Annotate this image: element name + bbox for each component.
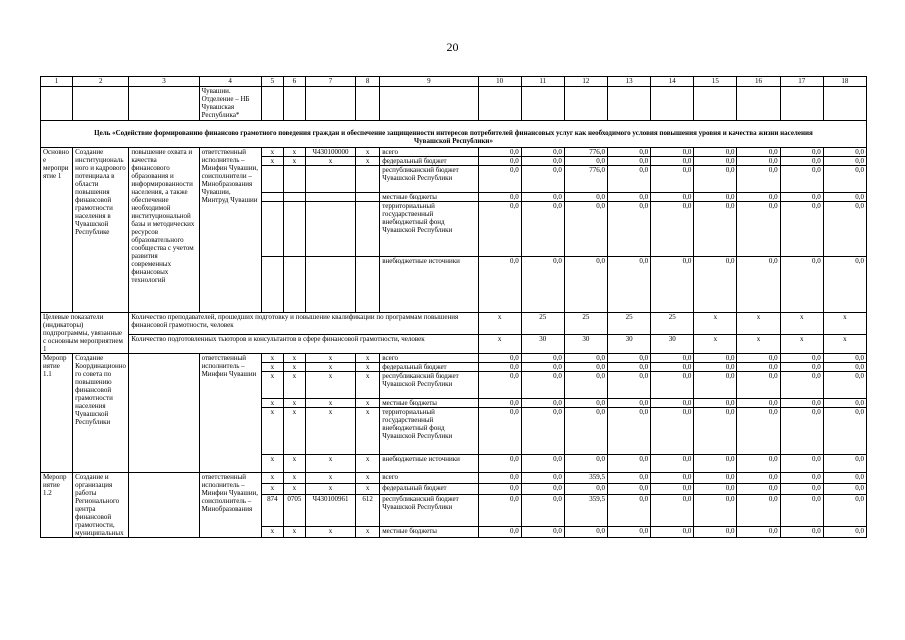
value-cell: 0,0 xyxy=(521,257,564,313)
code-cell: х xyxy=(261,408,283,455)
value-cell: 0,0 xyxy=(651,494,694,527)
code-cell: х xyxy=(283,408,305,455)
value-cell: 0,0 xyxy=(823,202,866,257)
value-cell: 0,0 xyxy=(823,257,866,313)
value-cell: 0,0 xyxy=(780,455,823,473)
code-cell: х xyxy=(356,363,380,372)
value-cell: 0,0 xyxy=(521,363,564,372)
measure-number: Мероприятие 1.1 xyxy=(41,354,73,473)
value-cell: 0,0 xyxy=(823,473,866,484)
funding-source: федеральный бюджет xyxy=(380,157,478,166)
value-cell: 0,0 xyxy=(564,408,607,455)
code-cell: х xyxy=(356,483,380,494)
target-indicator-row xyxy=(41,335,867,354)
value-cell: 0,0 xyxy=(564,354,607,363)
value-cell: 0,0 xyxy=(694,455,737,473)
value-cell: 0,0 xyxy=(521,483,564,494)
value-cell: 0,0 xyxy=(694,473,737,484)
value-cell: 0,0 xyxy=(608,527,651,538)
value-cell: 0,0 xyxy=(651,473,694,484)
indicator-value: 25 xyxy=(564,313,607,335)
code-cell: 612 xyxy=(356,494,380,527)
funding-row xyxy=(41,354,867,363)
code-cell: х xyxy=(283,399,305,408)
code-cell: х xyxy=(356,399,380,408)
value-cell: 0,0 xyxy=(823,494,866,527)
value-cell: 0,0 xyxy=(651,166,694,193)
code-cell xyxy=(356,202,380,257)
value-cell: 0,0 xyxy=(737,455,780,473)
value-cell: 0,0 xyxy=(737,148,780,157)
table-body xyxy=(41,77,867,538)
indicator-value: х xyxy=(823,335,866,354)
code-cell: х xyxy=(283,455,305,473)
value-cell: 0,0 xyxy=(694,527,737,538)
value-cell: 0,0 xyxy=(780,166,823,193)
code-cell: х xyxy=(356,527,380,538)
code-cell xyxy=(283,193,305,202)
measure-title: Создание Координационного совета по повышению финансовой грамотности населения Чувашской Республики xyxy=(73,354,129,473)
funding-row xyxy=(41,148,867,157)
code-cell: х xyxy=(356,157,380,166)
value-cell: 0,0 xyxy=(694,257,737,313)
value-cell: 0,0 xyxy=(737,257,780,313)
value-cell: 0,0 xyxy=(780,202,823,257)
value-cell: 0,0 xyxy=(478,202,521,257)
indicator-value: 30 xyxy=(564,335,607,354)
funding-source: федеральный бюджет xyxy=(380,483,478,494)
value-cell: 359,5 xyxy=(564,494,607,527)
value-cell: 0,0 xyxy=(780,473,823,484)
column-header: 8 xyxy=(356,77,380,87)
value-cell: 0,0 xyxy=(694,148,737,157)
indicator-value: х xyxy=(694,313,737,335)
funding-source: республиканский бюджет Чувашской Республики xyxy=(380,166,478,193)
value-cell: 0,0 xyxy=(564,527,607,538)
code-cell xyxy=(283,257,305,313)
value-cell: 0,0 xyxy=(823,455,866,473)
value-cell: 0,0 xyxy=(737,166,780,193)
value-cell: 0,0 xyxy=(521,527,564,538)
value-cell: 0,0 xyxy=(823,408,866,455)
value-cell: 0,0 xyxy=(564,483,607,494)
value-cell: 0,0 xyxy=(478,193,521,202)
column-header: 14 xyxy=(651,77,694,87)
carry-over-row xyxy=(41,87,867,121)
code-cell xyxy=(261,193,283,202)
funding-source: всего xyxy=(380,473,478,484)
value-cell: 0,0 xyxy=(608,193,651,202)
value-cell: 0,0 xyxy=(780,372,823,399)
code-cell xyxy=(305,193,355,202)
value-cell: 0,0 xyxy=(478,473,521,484)
column-header: 6 xyxy=(283,77,305,87)
value-cell: 0,0 xyxy=(521,455,564,473)
code-cell: х xyxy=(261,157,283,166)
value-cell: 0,0 xyxy=(608,148,651,157)
indicator-value: х xyxy=(478,313,521,335)
value-cell: 0,0 xyxy=(564,455,607,473)
value-cell: 0,0 xyxy=(608,483,651,494)
indicator-text: Количество подготовленных тьюторов и консультантов в сфере финансовой грамотности, человек xyxy=(129,335,478,354)
funding-row xyxy=(41,473,867,484)
page-number: 20 xyxy=(446,40,459,54)
value-cell: 0,0 xyxy=(737,408,780,455)
program-table xyxy=(40,76,867,538)
value-cell: 0,0 xyxy=(780,527,823,538)
value-cell: 0,0 xyxy=(478,399,521,408)
value-cell: 0,0 xyxy=(478,455,521,473)
column-header: 17 xyxy=(780,77,823,87)
value-cell: 0,0 xyxy=(694,408,737,455)
goal-text: Цель «Содействие формированию финансово грамотного поведения граждан и обеспечение защищенности интересов потребителей финансовых услуг как необходимого условия повышения уровня и качества жизни населения Чувашской Республики» xyxy=(41,121,867,148)
value-cell: 0,0 xyxy=(694,157,737,166)
code-cell: х xyxy=(261,473,283,484)
code-cell xyxy=(356,193,380,202)
funding-source: местные бюджеты xyxy=(380,399,478,408)
value-cell: 0,0 xyxy=(608,157,651,166)
funding-source: местные бюджеты xyxy=(380,193,478,202)
measure-result: повышение охвата и качества финансового образования и информированности населения, а также обеспечение необходимой институциональной базы и методических ресурсов образовательного сообщества с учетом развития современных финансовых технологий xyxy=(129,148,199,313)
value-cell: 0,0 xyxy=(651,157,694,166)
value-cell: 0,0 xyxy=(521,202,564,257)
column-header: 15 xyxy=(694,77,737,87)
code-cell: х xyxy=(305,372,355,399)
value-cell: 0,0 xyxy=(737,157,780,166)
value-cell: 0,0 xyxy=(780,148,823,157)
value-cell: 0,0 xyxy=(608,455,651,473)
value-cell: 0,0 xyxy=(780,354,823,363)
value-cell: 359,5 xyxy=(564,473,607,484)
code-cell: х xyxy=(305,408,355,455)
value-cell: 776,0 xyxy=(564,148,607,157)
value-cell: 0,0 xyxy=(651,148,694,157)
value-cell: 0,0 xyxy=(608,202,651,257)
code-cell: 0705 xyxy=(283,494,305,527)
value-cell: 0,0 xyxy=(478,148,521,157)
value-cell: 0,0 xyxy=(651,202,694,257)
value-cell: 0,0 xyxy=(608,372,651,399)
code-cell: х xyxy=(283,157,305,166)
code-cell: х xyxy=(305,157,355,166)
value-cell: 0,0 xyxy=(608,494,651,527)
code-cell: х xyxy=(305,473,355,484)
value-cell: 0,0 xyxy=(651,193,694,202)
value-cell: 0,0 xyxy=(780,157,823,166)
value-cell: 0,0 xyxy=(780,399,823,408)
code-cell: х xyxy=(283,473,305,484)
code-cell: х xyxy=(283,483,305,494)
funding-source: внебюджетные источники xyxy=(380,455,478,473)
code-cell: х xyxy=(283,363,305,372)
column-number-row xyxy=(41,77,867,87)
code-cell: х xyxy=(305,483,355,494)
value-cell: 0,0 xyxy=(651,363,694,372)
code-cell: х xyxy=(261,363,283,372)
code-cell: х xyxy=(261,372,283,399)
value-cell: 0,0 xyxy=(521,193,564,202)
value-cell: 0,0 xyxy=(521,494,564,527)
value-cell: 0,0 xyxy=(478,363,521,372)
value-cell: 0,0 xyxy=(478,483,521,494)
target-indicator-row xyxy=(41,313,867,335)
code-cell xyxy=(356,257,380,313)
indicator-value: х xyxy=(694,335,737,354)
funding-source: территориальный государственный внебюджетный фонд Чувашской Республики xyxy=(380,202,478,257)
value-cell: 0,0 xyxy=(737,399,780,408)
value-cell: 0,0 xyxy=(694,166,737,193)
code-cell xyxy=(305,166,355,193)
code-cell: х xyxy=(305,399,355,408)
value-cell: 0,0 xyxy=(651,483,694,494)
value-cell: 0,0 xyxy=(521,148,564,157)
code-cell: х xyxy=(261,148,283,157)
value-cell: 0,0 xyxy=(521,372,564,399)
indicator-value: 30 xyxy=(521,335,564,354)
value-cell: 0,0 xyxy=(780,494,823,527)
value-cell: 0,0 xyxy=(780,193,823,202)
value-cell: 0,0 xyxy=(823,372,866,399)
indicator-value: х xyxy=(737,335,780,354)
value-cell: 0,0 xyxy=(737,202,780,257)
value-cell: 0,0 xyxy=(564,257,607,313)
code-cell xyxy=(261,257,283,313)
column-header: 13 xyxy=(608,77,651,87)
value-cell: 0,0 xyxy=(737,354,780,363)
value-cell: 0,0 xyxy=(737,473,780,484)
value-cell: 0,0 xyxy=(521,399,564,408)
code-cell: х xyxy=(261,455,283,473)
value-cell: 0,0 xyxy=(823,166,866,193)
code-cell xyxy=(283,202,305,257)
value-cell: 0,0 xyxy=(823,363,866,372)
value-cell: 0,0 xyxy=(478,166,521,193)
column-header: 10 xyxy=(478,77,521,87)
indicator-value: х xyxy=(478,335,521,354)
funding-source: всего xyxy=(380,148,478,157)
value-cell: 0,0 xyxy=(521,408,564,455)
code-cell xyxy=(261,202,283,257)
column-header: 7 xyxy=(305,77,355,87)
column-header: 18 xyxy=(823,77,866,87)
measure-executor: ответственный исполнитель – Минфин Чувашии, соисполнитель – Минобразования xyxy=(199,473,261,538)
column-header: 4 xyxy=(199,77,261,87)
value-cell: 0,0 xyxy=(651,399,694,408)
measure-number: Основное мероприятие 1 xyxy=(41,148,73,313)
value-cell: 0,0 xyxy=(694,494,737,527)
value-cell: 0,0 xyxy=(694,202,737,257)
column-header: 11 xyxy=(521,77,564,87)
column-header: 5 xyxy=(261,77,283,87)
value-cell: 0,0 xyxy=(478,354,521,363)
code-cell: х xyxy=(283,372,305,399)
value-cell: 0,0 xyxy=(737,193,780,202)
value-cell: 0,0 xyxy=(823,527,866,538)
code-cell: х xyxy=(356,148,380,157)
code-cell: х xyxy=(356,473,380,484)
value-cell: 0,0 xyxy=(694,193,737,202)
indicator-value: х xyxy=(780,335,823,354)
code-cell xyxy=(283,166,305,193)
value-cell: 0,0 xyxy=(737,494,780,527)
funding-source: федеральный бюджет xyxy=(380,363,478,372)
value-cell: 0,0 xyxy=(780,363,823,372)
column-header: 12 xyxy=(564,77,607,87)
value-cell: 0,0 xyxy=(694,354,737,363)
code-cell: х xyxy=(305,527,355,538)
code-cell xyxy=(305,257,355,313)
carry-over-executor: Чувашии. Отделение – НБ Чувашская Республика* xyxy=(199,87,261,121)
value-cell: 776,0 xyxy=(564,166,607,193)
measure-title: Создание институционального и кадрового потенциала в области повышения финансовой грамотности населения в Чувашской Республике xyxy=(73,148,129,313)
code-cell: х xyxy=(283,527,305,538)
indicator-value: х xyxy=(737,313,780,335)
value-cell: 0,0 xyxy=(478,372,521,399)
funding-source: всего xyxy=(380,354,478,363)
code-cell: х xyxy=(261,399,283,408)
value-cell: 0,0 xyxy=(823,354,866,363)
value-cell: 0,0 xyxy=(521,473,564,484)
value-cell: 0,0 xyxy=(478,527,521,538)
value-cell: 0,0 xyxy=(608,399,651,408)
code-cell: х xyxy=(356,455,380,473)
code-cell: х xyxy=(261,483,283,494)
value-cell: 0,0 xyxy=(564,202,607,257)
value-cell: 0,0 xyxy=(521,166,564,193)
column-header: 2 xyxy=(73,77,129,87)
funding-source: республиканский бюджет Чувашской Республики xyxy=(380,494,478,527)
measure-result xyxy=(129,354,199,473)
indicator-value: 25 xyxy=(608,313,651,335)
value-cell: 0,0 xyxy=(651,257,694,313)
measure-number: Мероприятие 1.2 xyxy=(41,473,73,538)
value-cell: 0,0 xyxy=(651,354,694,363)
indicator-value: х xyxy=(823,313,866,335)
value-cell: 0,0 xyxy=(608,354,651,363)
indicator-value: 30 xyxy=(608,335,651,354)
measure-executor: ответственный исполнитель – Минфин Чувашии, соисполнители – Минобразования Чувашии, Минтруд Чувашии xyxy=(199,148,261,313)
value-cell: 0,0 xyxy=(823,399,866,408)
value-cell: 0,0 xyxy=(780,257,823,313)
value-cell: 0,0 xyxy=(478,494,521,527)
value-cell: 0,0 xyxy=(694,399,737,408)
column-header: 3 xyxy=(129,77,199,87)
value-cell: 0,0 xyxy=(780,408,823,455)
indicator-value: 25 xyxy=(521,313,564,335)
value-cell: 0,0 xyxy=(737,527,780,538)
column-header: 9 xyxy=(380,77,478,87)
value-cell: 0,0 xyxy=(737,372,780,399)
value-cell: 0,0 xyxy=(651,372,694,399)
value-cell: 0,0 xyxy=(823,483,866,494)
value-cell: 0,0 xyxy=(478,408,521,455)
code-cell: х xyxy=(356,372,380,399)
column-header: 16 xyxy=(737,77,780,87)
funding-source: внебюджетные источники xyxy=(380,257,478,313)
code-cell: х xyxy=(305,455,355,473)
value-cell: 0,0 xyxy=(694,363,737,372)
value-cell: 0,0 xyxy=(521,354,564,363)
code-cell: 874 xyxy=(261,494,283,527)
value-cell: 0,0 xyxy=(564,157,607,166)
measure-executor: ответственный исполнитель – Минфин Чувашии xyxy=(199,354,261,473)
value-cell: 0,0 xyxy=(694,372,737,399)
code-cell: х xyxy=(305,363,355,372)
value-cell: 0,0 xyxy=(478,157,521,166)
value-cell: 0,0 xyxy=(564,399,607,408)
value-cell: 0,0 xyxy=(564,193,607,202)
code-cell xyxy=(261,166,283,193)
targets-label: Целевые показатели (индикаторы) подпрограммы, увязанные с основным мероприятием 1 xyxy=(41,313,129,354)
value-cell: 0,0 xyxy=(564,363,607,372)
indicator-text: Количество преподавателей, прошедших подготовку и повышение квалификации по программам повышения финансовой грамотности, человек xyxy=(129,313,478,335)
code-cell: х xyxy=(283,148,305,157)
code-cell: х xyxy=(261,354,283,363)
column-header: 1 xyxy=(41,77,73,87)
indicator-value: х xyxy=(780,313,823,335)
goal-row xyxy=(41,121,867,148)
value-cell: 0,0 xyxy=(737,363,780,372)
code-cell xyxy=(356,166,380,193)
value-cell: 0,0 xyxy=(608,363,651,372)
value-cell: 0,0 xyxy=(737,483,780,494)
funding-source: республиканский бюджет Чувашской Республики xyxy=(380,372,478,399)
value-cell: 0,0 xyxy=(780,483,823,494)
funding-source: территориальный государственный внебюджетный фонд Чувашской Республики xyxy=(380,408,478,455)
code-cell xyxy=(305,202,355,257)
value-cell: 0,0 xyxy=(823,148,866,157)
value-cell: 0,0 xyxy=(521,157,564,166)
code-cell: х xyxy=(356,408,380,455)
code-cell: Ч430100961 xyxy=(305,494,355,527)
value-cell: 0,0 xyxy=(823,193,866,202)
measure-title: Создание и организация работы Регионального центра финансовой грамотности, муниципальных xyxy=(73,473,129,538)
value-cell: 0,0 xyxy=(608,257,651,313)
value-cell: 0,0 xyxy=(651,455,694,473)
value-cell: 0,0 xyxy=(651,408,694,455)
code-cell: х xyxy=(261,527,283,538)
indicator-value: 25 xyxy=(651,313,694,335)
value-cell: 0,0 xyxy=(608,408,651,455)
value-cell: 0,0 xyxy=(651,527,694,538)
value-cell: 0,0 xyxy=(608,473,651,484)
code-cell: Ч430100000 xyxy=(305,148,355,157)
value-cell: 0,0 xyxy=(608,166,651,193)
value-cell: 0,0 xyxy=(564,372,607,399)
measure-result xyxy=(129,473,199,538)
value-cell: 0,0 xyxy=(478,257,521,313)
value-cell: 0,0 xyxy=(694,483,737,494)
code-cell: х xyxy=(283,354,305,363)
value-cell: 0,0 xyxy=(823,157,866,166)
code-cell: х xyxy=(356,354,380,363)
code-cell: х xyxy=(305,354,355,363)
funding-source: местные бюджеты xyxy=(380,527,478,538)
indicator-value: 30 xyxy=(651,335,694,354)
